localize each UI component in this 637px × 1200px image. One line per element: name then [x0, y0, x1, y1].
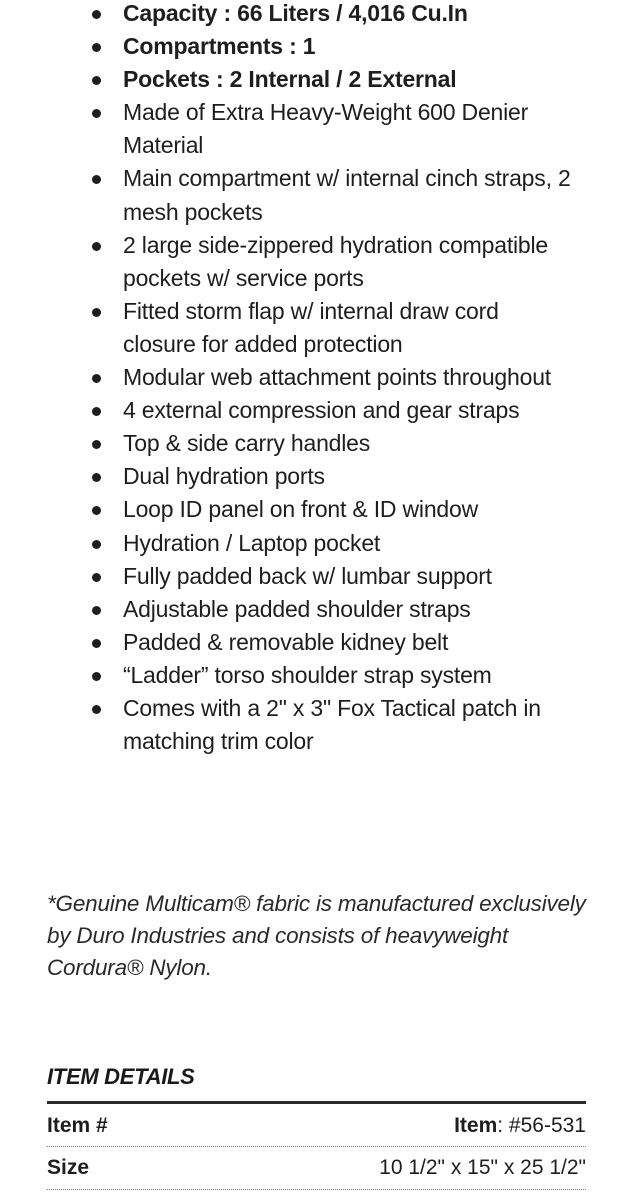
feature-text: Main compartment w/ internal cinch straps, 2 mesh pockets — [123, 165, 571, 225]
bullet-icon — [92, 308, 101, 317]
item-details-heading: ITEM DETAILS — [47, 1064, 195, 1089]
bullet-icon — [92, 473, 101, 482]
size-value-text: 10 1/2" x 15" x 25 1/2" — [379, 1156, 586, 1179]
bullet-icon — [92, 506, 101, 515]
feature-text: Made of Extra Heavy-Weight 600 Denier Material — [123, 99, 529, 159]
feature-item — [0, 593, 637, 626]
size-value — [379, 1149, 586, 1187]
feature-item — [0, 162, 637, 228]
bullet-icon — [92, 672, 101, 681]
bullet-icon — [92, 374, 101, 383]
feature-item — [0, 229, 637, 295]
size-label: Size — [47, 1156, 90, 1179]
feature-text: 4 external compression and gear straps — [123, 397, 520, 424]
feature-text: Comes with a 2" x 3" Fox Tactical patch in matching trim color — [123, 694, 541, 755]
feature-item — [0, 427, 637, 460]
size-row — [47, 1149, 586, 1187]
feature-item — [0, 527, 637, 560]
feature-item — [0, 0, 637, 30]
feature-item — [0, 493, 637, 526]
bullet-icon — [92, 705, 101, 714]
bullet-icon — [92, 175, 101, 184]
bullet-icon — [92, 76, 101, 85]
feature-item — [0, 96, 637, 162]
fabric-footnote: *Genuine Multicam® fabric is manufactured exclusively by Duro Industries and consists of heavyweight Cordura® Nylon. — [47, 891, 586, 980]
feature-text: Compartments : 1 — [123, 33, 316, 60]
feature-text: Adjustable padded shoulder straps — [123, 595, 471, 622]
heading-divider — [47, 1101, 586, 1104]
bullet-icon — [92, 10, 101, 19]
bullet-icon — [92, 407, 101, 416]
feature-text: Loop ID panel on front & ID window — [123, 496, 479, 523]
feature-text: Modular web attachment points throughout — [123, 364, 551, 391]
feature-text: Hydration / Laptop pocket — [123, 529, 381, 556]
feature-item — [0, 626, 637, 659]
item-number-row — [47, 1107, 586, 1145]
bullet-icon — [92, 639, 101, 648]
feature-text: Padded & removable kidney belt — [123, 628, 449, 655]
bullet-icon — [92, 242, 101, 251]
bullet-icon — [92, 43, 101, 52]
feature-text: “Ladder” torso shoulder strap system — [123, 661, 492, 688]
row-divider — [47, 1146, 586, 1147]
bullet-icon — [92, 109, 101, 118]
feature-text: Dual hydration ports — [123, 463, 325, 490]
feature-text: Capacity : 66 Liters / 4,016 Cu.In — [123, 0, 468, 26]
item-number-label: Item # — [47, 1114, 108, 1137]
feature-text: 2 large side-zippered hydration compatible pockets w/ service ports — [123, 231, 549, 291]
feature-item — [0, 560, 637, 593]
row-divider — [47, 1189, 586, 1190]
feature-item — [0, 361, 637, 394]
feature-text: Fitted storm flap w/ internal draw cord closure for added protection — [123, 297, 499, 357]
feature-item — [0, 295, 637, 361]
bullet-icon — [92, 606, 101, 615]
feature-item — [0, 460, 637, 493]
feature-text: Pockets : 2 Internal / 2 External — [123, 66, 457, 93]
item-number-value-label: Item — [454, 1114, 498, 1137]
feature-item — [0, 659, 637, 692]
bullet-icon — [92, 573, 101, 582]
feature-text: Fully padded back w/ lumbar support — [123, 562, 492, 589]
item-number-value — [454, 1107, 586, 1145]
feature-item — [0, 394, 637, 427]
feature-item — [0, 30, 637, 63]
item-number-value-text: : #56-531 — [497, 1114, 586, 1137]
feature-text: Top & side carry handles — [123, 430, 371, 457]
bullet-icon — [92, 440, 101, 449]
bullet-icon — [92, 540, 101, 549]
feature-item — [0, 692, 637, 758]
feature-item — [0, 63, 637, 96]
